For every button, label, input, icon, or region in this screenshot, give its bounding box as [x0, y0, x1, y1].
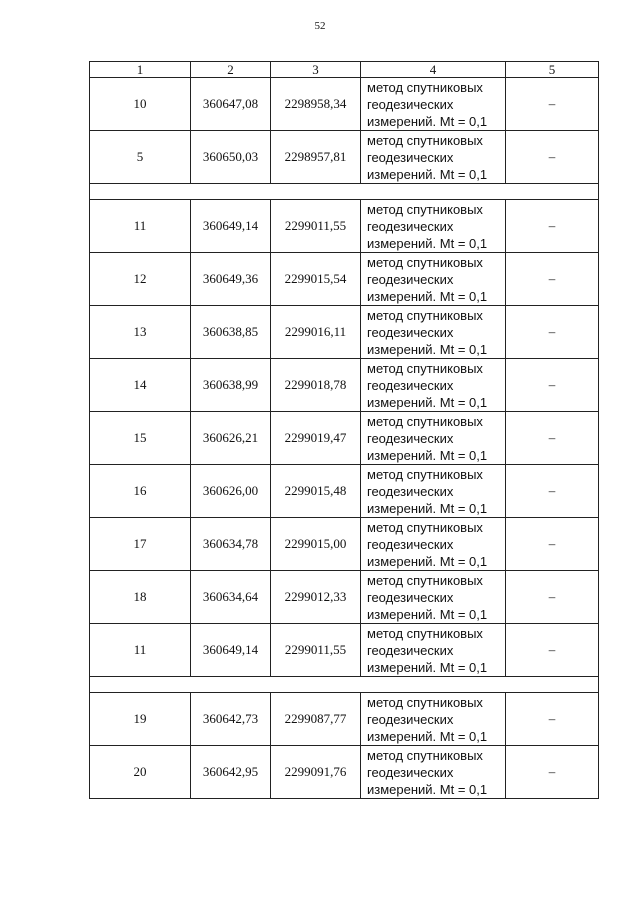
col5-cell: – [506, 693, 599, 746]
point-number-cell: 5 [90, 131, 191, 184]
x-coordinate-cell: 360647,08 [191, 78, 271, 131]
table-row [90, 465, 599, 518]
separator-row [90, 184, 599, 200]
separator-cell [90, 677, 599, 693]
col5-cell: – [506, 306, 599, 359]
method-cell: метод спутниковых геодезических измерений. Mt = 0,1 [361, 412, 506, 465]
page-number: 52 [314, 20, 326, 32]
col5-cell: – [506, 518, 599, 571]
method-cell: метод спутниковых геодезических измерений. Mt = 0,1 [361, 200, 506, 253]
y-coordinate-cell: 2299018,78 [271, 359, 361, 412]
x-coordinate-cell: 360642,95 [191, 746, 271, 799]
point-number-cell: 12 [90, 253, 191, 306]
y-coordinate-cell: 2299012,33 [271, 571, 361, 624]
point-number-cell: 14 [90, 359, 191, 412]
method-cell: метод спутниковых геодезических измерений. Mt = 0,1 [361, 746, 506, 799]
col5-cell: – [506, 624, 599, 677]
y-coordinate-cell: 2299011,55 [271, 200, 361, 253]
header-row [90, 62, 599, 78]
col5-cell: – [506, 571, 599, 624]
x-coordinate-cell: 360634,64 [191, 571, 271, 624]
y-coordinate-cell: 2299015,48 [271, 465, 361, 518]
col5-cell: – [506, 78, 599, 131]
x-coordinate-cell: 360638,99 [191, 359, 271, 412]
y-coordinate-cell: 2299019,47 [271, 412, 361, 465]
x-coordinate-cell: 360649,14 [191, 200, 271, 253]
header-cell: 4 [361, 62, 506, 78]
x-coordinate-cell: 360638,85 [191, 306, 271, 359]
table-row [90, 571, 599, 624]
point-number-cell: 11 [90, 200, 191, 253]
method-cell: метод спутниковых геодезических измерений. Mt = 0,1 [361, 359, 506, 412]
table-row [90, 253, 599, 306]
point-number-cell: 13 [90, 306, 191, 359]
table-row [90, 624, 599, 677]
col5-cell: – [506, 465, 599, 518]
y-coordinate-cell: 2299015,54 [271, 253, 361, 306]
x-coordinate-cell: 360642,73 [191, 693, 271, 746]
y-coordinate-cell: 2299091,76 [271, 746, 361, 799]
table-row [90, 306, 599, 359]
point-number-cell: 15 [90, 412, 191, 465]
table-row [90, 693, 599, 746]
x-coordinate-cell: 360650,03 [191, 131, 271, 184]
col5-cell: – [506, 253, 599, 306]
header-cell: 2 [191, 62, 271, 78]
separator-row [90, 677, 599, 693]
col5-cell: – [506, 131, 599, 184]
header-cell: 5 [506, 62, 599, 78]
y-coordinate-cell: 2298958,34 [271, 78, 361, 131]
method-cell: метод спутниковых геодезических измерений. Mt = 0,1 [361, 78, 506, 131]
method-cell: метод спутниковых геодезических измерений. Mt = 0,1 [361, 624, 506, 677]
table-row [90, 78, 599, 131]
header-cell: 1 [90, 62, 191, 78]
table-row [90, 359, 599, 412]
y-coordinate-cell: 2298957,81 [271, 131, 361, 184]
y-coordinate-cell: 2299015,00 [271, 518, 361, 571]
point-number-cell: 19 [90, 693, 191, 746]
point-number-cell: 20 [90, 746, 191, 799]
col5-cell: – [506, 412, 599, 465]
col5-cell: – [506, 746, 599, 799]
y-coordinate-cell: 2299011,55 [271, 624, 361, 677]
coordinates-table [89, 61, 599, 799]
method-cell: метод спутниковых геодезических измерений. Mt = 0,1 [361, 465, 506, 518]
method-cell: метод спутниковых геодезических измерений. Mt = 0,1 [361, 518, 506, 571]
y-coordinate-cell: 2299016,11 [271, 306, 361, 359]
point-number-cell: 11 [90, 624, 191, 677]
y-coordinate-cell: 2299087,77 [271, 693, 361, 746]
table-row [90, 131, 599, 184]
x-coordinate-cell: 360649,14 [191, 624, 271, 677]
method-cell: метод спутниковых геодезических измерений. Mt = 0,1 [361, 306, 506, 359]
method-cell: метод спутниковых геодезических измерений. Mt = 0,1 [361, 253, 506, 306]
point-number-cell: 16 [90, 465, 191, 518]
separator-cell [90, 184, 599, 200]
point-number-cell: 18 [90, 571, 191, 624]
col5-cell: – [506, 200, 599, 253]
x-coordinate-cell: 360634,78 [191, 518, 271, 571]
method-cell: метод спутниковых геодезических измерений. Mt = 0,1 [361, 571, 506, 624]
table-row [90, 200, 599, 253]
table-row [90, 412, 599, 465]
point-number-cell: 17 [90, 518, 191, 571]
table-row [90, 746, 599, 799]
method-cell: метод спутниковых геодезических измерений. Mt = 0,1 [361, 693, 506, 746]
x-coordinate-cell: 360649,36 [191, 253, 271, 306]
method-cell: метод спутниковых геодезических измерений. Mt = 0,1 [361, 131, 506, 184]
col5-cell: – [506, 359, 599, 412]
table-row [90, 518, 599, 571]
x-coordinate-cell: 360626,21 [191, 412, 271, 465]
point-number-cell: 10 [90, 78, 191, 131]
header-cell: 3 [271, 62, 361, 78]
x-coordinate-cell: 360626,00 [191, 465, 271, 518]
